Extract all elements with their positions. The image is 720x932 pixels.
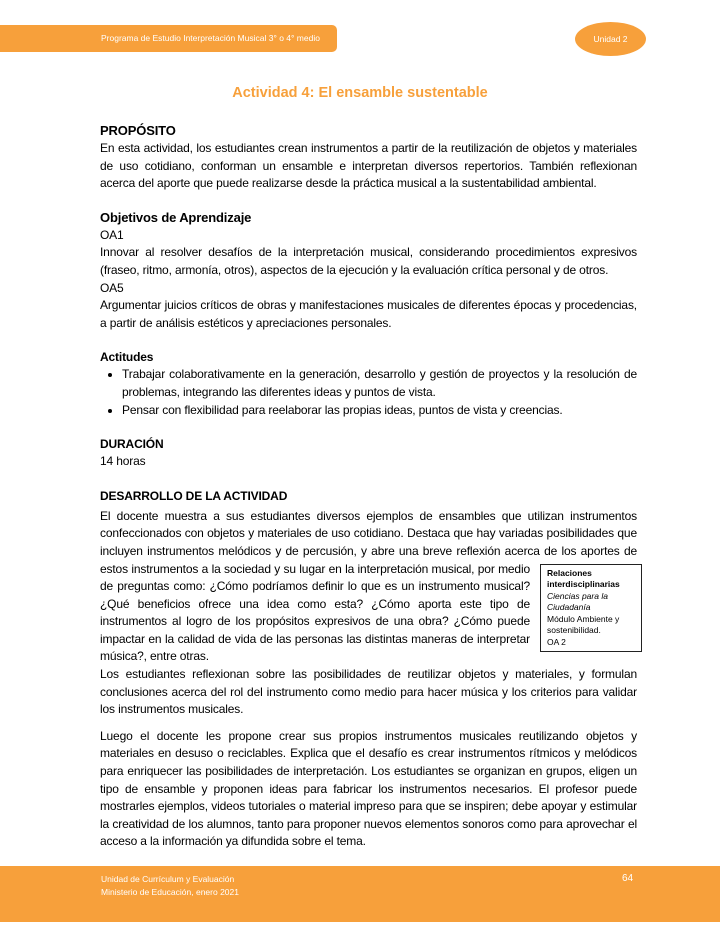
- header-bar: [0, 25, 337, 52]
- development-p2: Los estudiantes reflexionan sobre las posibilidades de reutilizar objetos y materiales, y formulan conclusiones acerca del rol del instrumento como medio para hacer música y los criterios para validar los instrumentos musicales.: [100, 667, 637, 717]
- program-title: Programa de Estudio Interpretación Musical 3° o 4° medio: [101, 33, 320, 43]
- oa5-code: OA5: [100, 280, 124, 295]
- oa1-text: Innovar al resolver desafíos de la interpretación musical, considerando procedimientos expresivos (fraseo, ritmo, armonía, otros), aspectos de la ejecución y la evaluación crítica personal y de otros.: [100, 245, 637, 277]
- duration-text: 14 horas: [100, 454, 146, 469]
- interdisciplinary-box: [540, 564, 642, 653]
- oa1-code: OA1: [100, 227, 124, 242]
- duration-heading: DURACIÓN: [100, 437, 164, 452]
- unit-badge: Unidad 2: [575, 22, 646, 56]
- attitudes-heading: Actitudes: [100, 350, 154, 365]
- purpose-text: En esta actividad, los estudiantes crean instrumentos a partir de la reutilización de objetos y materiales de uso cotidiano, conforman un ensamble e interpretan diversos repertorios. También reflexionan acerca del aporte que puede realizarse desde la práctica musical a la sustentabilidad ambiental.: [100, 141, 637, 191]
- attitudes-list: [100, 366, 637, 419]
- attitude-item: • Pensar con flexibilidad para reelaborar las propias ideas, puntos de vista y creencias.: [122, 402, 637, 420]
- footer-bar: [0, 866, 720, 922]
- purpose-heading: PROPÓSITO: [100, 123, 176, 138]
- development-p3: Luego el docente les propone crear sus propios instrumentos musicales reutilizando objetos y materiales en desuso o reciclables. Explica que el desafío es crear instrumentos rítmicos y melódicos para enriquecer las posibilidades de interpretación. Los estudiantes se organizan en grupos, eligen un tipo de ensamble y proponen ideas para fabricar los instrumentos necesarios. El profesor puede mostrarles ejemplos, videos tutoriales o material impreso para que se inspiren; debe apoyar y estimular la creatividad de los alumnos, tanto para proponer nuevos elementos sonoros como para aprovechar el acceso a la información ya difundida sobre el tema.: [100, 728, 637, 849]
- page-content: [100, 122, 637, 851]
- development-p1: El docente muestra a sus estudiantes diversos ejemplos de ensambles que utilizan instrumentos confeccionados con objetos y materiales de uso cotidiano. Destaca que hay variadas posibilidades que incluyen instrumentos melódicos y de percusión, y abre una breve reflexión acerca de los aportes de estos instrumentos a la sociedad y su lugar en la interpretación musical, por medio de preguntas como: ¿Cómo podríamos definir lo que es un instrumento musical? ¿Qué beneficios ofrece una idea como esta? ¿Cómo aporta este tipo de instrumentos al logro de los propósitos expresivos de una obra? ¿Cómo puede impactar en la calidad de vida de las personas las distintas maneras de interpretar música?, entre otras.: [100, 508, 637, 664]
- box-module: Módulo Ambiente y sostenibilidad.: [547, 613, 620, 636]
- development-heading: DESARROLLO DE LA ACTIVIDAD: [100, 488, 288, 503]
- box-heading: Relaciones interdisciplinarias: [547, 567, 620, 590]
- footer-line2: Ministerio de Educación, enero 2021: [101, 887, 239, 897]
- oa5-text: Argumentar juicios críticos de obras y manifestaciones musicales de diferentes épocas y procedencias, a partir de análisis estéticos y apreciaciones personales.: [100, 298, 637, 330]
- activity-title: Actividad 4: El ensamble sustentable: [232, 85, 488, 101]
- box-oa: OA 2: [547, 636, 566, 647]
- page-number: 64: [622, 873, 634, 884]
- box-subject: Ciencias para la Ciudadanía: [547, 590, 608, 613]
- objectives-heading: Objetivos de Aprendizaje: [100, 209, 252, 225]
- footer-line1: Unidad de Currículum y Evaluación: [101, 874, 235, 884]
- attitude-item: • Trabajar colaborativamente en la generación, desarrollo y gestión de proyectos y la resolución de problemas, integrando las diferentes ideas y puntos de vista.: [122, 366, 637, 401]
